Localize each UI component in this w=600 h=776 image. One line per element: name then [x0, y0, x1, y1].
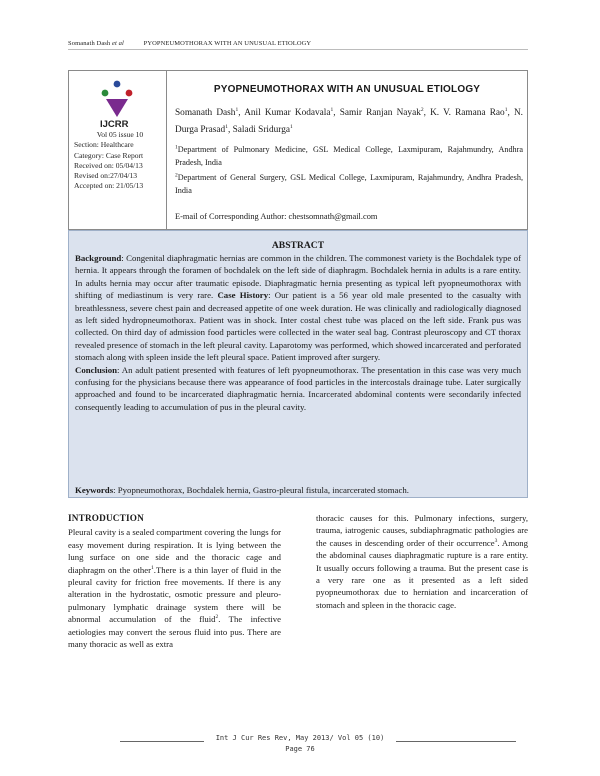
abstract-conclusion: Conclusion: An adult patient presented with features of left pyopneumothorax. The presentation in this case was very much confusing for the physicians because there was appearance of food particles in the intercostals drainage tube. Later surgically approached and found to be incarcerated diaphragmatic hernia. Incarcerated abdominal contents were secondarily infected consequently leading to accumulation of pus in the pleural cavity.: [75, 364, 521, 412]
meta-received: Received on: 05/04/13: [74, 160, 143, 170]
author-name: K. V. Ramana Rao: [430, 108, 505, 118]
author-name: Somanath Dash: [175, 108, 236, 118]
meta-section: Section: Healthcare: [74, 140, 134, 150]
author-name: N. Durga Prasad: [175, 108, 523, 135]
meta-volume: Vol 05 issue 10: [96, 130, 144, 139]
abstract-body: [75, 252, 521, 413]
author-name: Samir Ranjan Nayak: [339, 108, 421, 118]
header-etal: et al: [112, 40, 124, 47]
affiliation-1: $^1$Department of Pulmonary Medicine, GSL Medical College, Laxmipuram, Rajahmundry, Andhra Pradesh, India: [175, 144, 523, 167]
page-number: Page 76: [285, 745, 315, 753]
journal-brand: IJCRR: [100, 119, 129, 130]
meta-category: Category: Case Report: [74, 150, 144, 160]
intro-paragraph-continued: thoracic causes for this. Pulmonary infections, surgery, trauma, iatrogenic causes, subdiaphragmatic pathologies are the causes in descending order of their occurrence$^3$. Among the abdominal causes diaphragmatic rupture is a rare entity. It usually occurs following a trauma. But the present case is a very rare one as it presented as a left sided pyopneumothorax due to herniation and incarceration of stomach and spleen in the thoracic cage.: [316, 513, 528, 610]
abstract-background: Background: Congenital diaphragmatic hernias are common in the children. The commonest variety is the Bochdalek type of hernia. It appears through the foramen of bochdalek on the left side of diaphragm. Bochdalek hernia in adults is a rare entity. In adults hernia may occur after traumatic episode. Diaphragmatic hernia presenting as typical left pyopneumothorax with shifting of mediastinum is very rare. Case History: Our patient is a 56 year old male presented to the casualty with breathlessness, severe chest pain and decreased appetite of one week duration. He was clinically and radiologically diagnosed as left sided hydropneumothorax. Patient was in shock. Inter costal chest tube was placed on the left side. Frank pus was collected. On third day of admission food particles were collected in the water seal bag. Contrast pleuroscopy and CT thorax revealed presence of stomach in the left pleural cavity. Laparotomy was performed, which showed incarcerated and perforated stomach along with spleen inside the left pleural space. Patient improved after surgery.: [75, 253, 522, 363]
meta-accepted: Accepted on: 21/05/13: [74, 181, 144, 191]
author-list: Somanath Dash$^1$, Anil Kumar Kodavala$^1$, Samir Ranjan Nayak$^2$, K. V. Ramana Rao$^1$, N. Durga Prasad$^1$, Saladi Sridurga$^1$: [175, 106, 523, 135]
header-author: Somanath Dash: [68, 40, 111, 47]
footer-citation: Int J Cur Res Rev, May 2013/ Vol 05 (10): [215, 734, 385, 742]
footer-rule-left: [120, 741, 204, 742]
article-meta: [74, 130, 166, 192]
author-name: Saladi Sridurga: [232, 125, 291, 135]
body-column-right: [316, 512, 528, 611]
article-title: PYOPNEUMOTHORAX WITH AN UNUSUAL ETIOLOGY: [213, 84, 481, 95]
header-divider: [68, 49, 528, 50]
affiliations: [175, 144, 523, 200]
ijcrr-logo-icon: [100, 80, 134, 120]
affiliation-2: $^2$Department of General Surgery, GSL Medical College, Laxmipuram, Rajahmundry, Andhra Pradesh, India: [175, 172, 523, 195]
page-footer: [204, 733, 396, 755]
abstract-heading: ABSTRACT: [271, 240, 325, 251]
abstract-keywords: Keywords: Pyopneumothorax, Bochdalek hernia, Gastro-pleural fistula, incarcerated stomach.: [75, 485, 409, 495]
body-column-left: [68, 512, 281, 650]
intro-paragraph: Pleural cavity is a sealed compartment covering the lungs for easy movement during respiration. It is lying between the lung surface on one side and the thoracic cage and diaphragm on the other$^1$.There is a thin layer of fluid in the pleural cavity for friction free movements. If there is any alteration in the hydrostatic, osmotic pressure and pleuro- pulmonary lymphatic drainage system there will be abnormal accumulation of the fluid$^2$. The infective aetiologies may convert the serous fluid into pus. There are many thoracic as well as extra: [68, 527, 281, 650]
footer-rule-right: [396, 741, 516, 742]
header-running-title: PYOPNEUMOTHORAX WITH AN UNUSUAL ETIOLOGY: [143, 40, 312, 47]
running-header: [68, 40, 311, 47]
meta-revised: Revised on:27/04/13: [74, 171, 138, 181]
author-name: Anil Kumar Kodavala: [244, 108, 331, 118]
corresponding-email[interactable]: E-mail of Corresponding Author: chestsomnath@gmail.com: [175, 212, 378, 221]
section-heading-introduction: INTRODUCTION: [68, 513, 144, 523]
